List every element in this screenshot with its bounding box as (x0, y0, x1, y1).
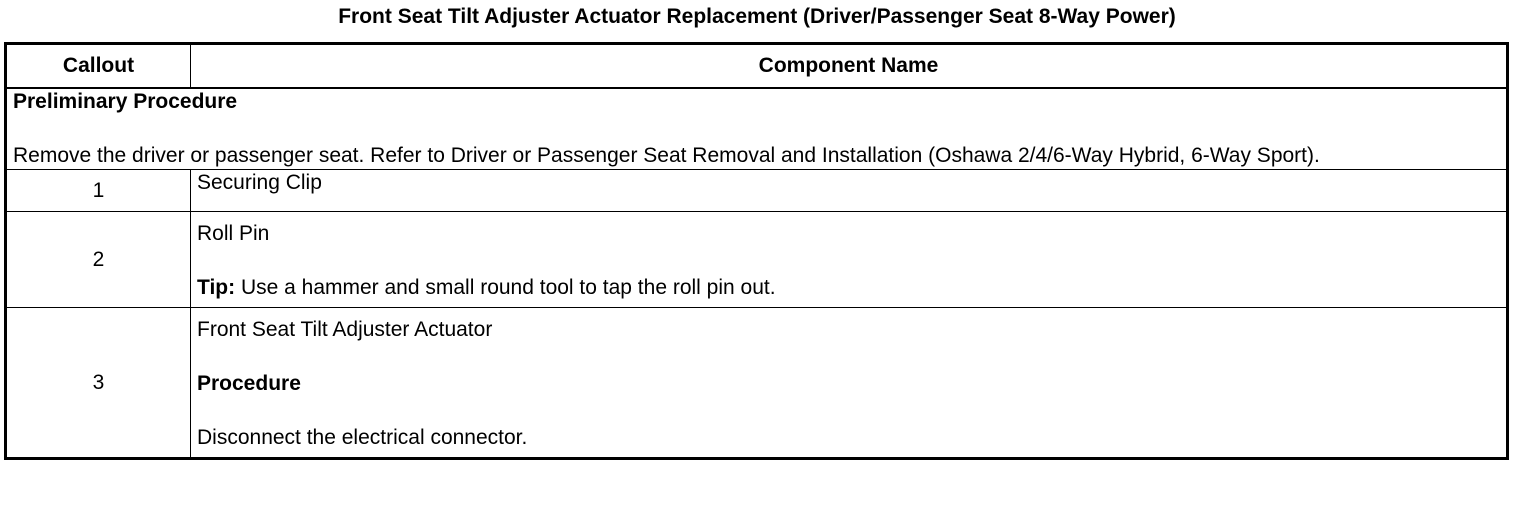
callout-number: 1 (7, 170, 191, 212)
preliminary-procedure-cell (7, 88, 1507, 170)
callout-number: 2 (7, 212, 191, 308)
header-component-name: Component Name (191, 45, 1507, 89)
tip-note (197, 275, 1500, 301)
procedure-label: Procedure (197, 372, 301, 395)
tip-label: Tip: (197, 276, 236, 299)
callout-number: 3 (7, 308, 191, 458)
preliminary-procedure-title: Preliminary Procedure (13, 90, 238, 113)
component-name: Roll Pin (197, 222, 270, 245)
component-cell (191, 212, 1507, 308)
table-row (7, 212, 1507, 308)
component-cell (191, 308, 1507, 458)
table-header-row (7, 45, 1507, 89)
component-table (6, 44, 1507, 458)
preliminary-procedure-row (7, 88, 1507, 170)
table-row (7, 308, 1507, 458)
component-name: Front Seat Tilt Adjuster Actuator (197, 318, 493, 341)
header-callout: Callout (7, 45, 191, 89)
preliminary-procedure-text: Remove the driver or passenger seat. Refer to Driver or Passenger Seat Removal and Installation (Oshawa 2/4/6-Way Hybrid, 6-Way Sport). (13, 144, 1320, 167)
document-title: Front Seat Tilt Adjuster Actuator Replacement (Driver/Passenger Seat 8-Way Power) (338, 5, 1176, 28)
tip-text: Use a hammer and small round tool to tap the roll pin out. (235, 276, 776, 299)
component-name: Securing Clip (191, 170, 1507, 212)
procedure-text: Disconnect the electrical connector. (197, 426, 528, 449)
table-row (7, 170, 1507, 212)
